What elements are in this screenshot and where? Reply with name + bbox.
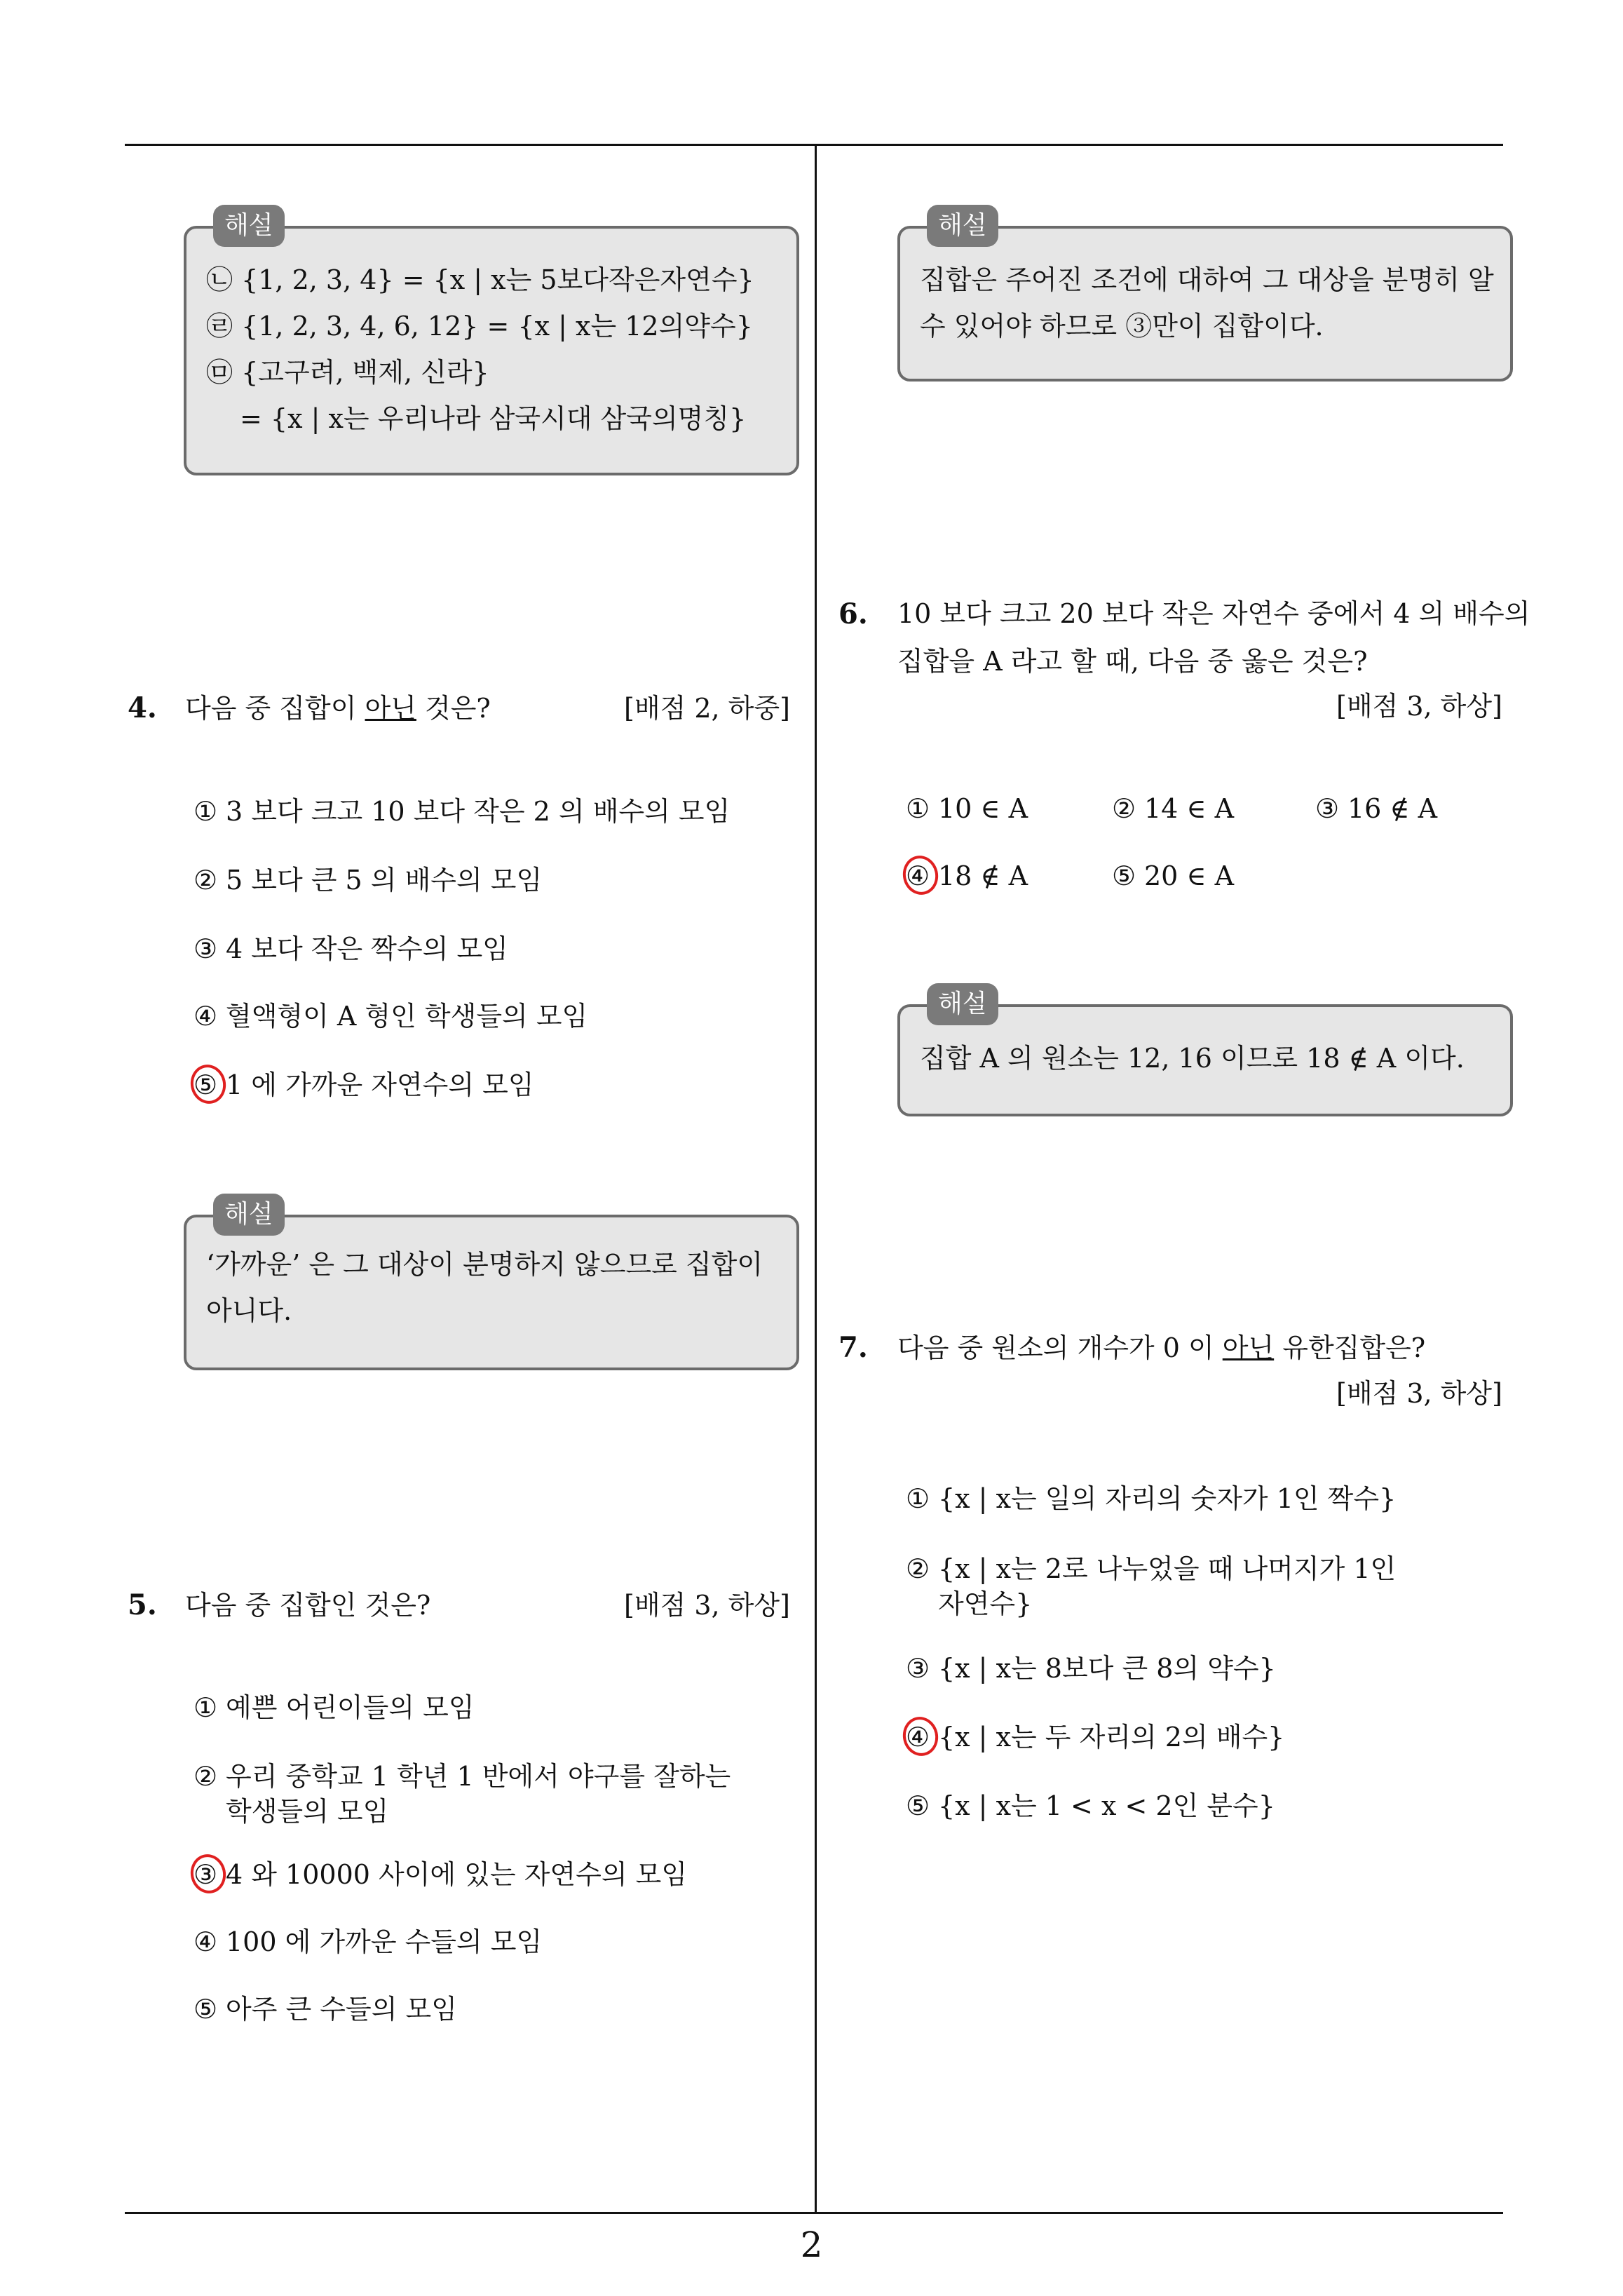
solution-line: 수 있어야 하므로 ③만이 집합이다. [920,311,1324,342]
question-number-4: 4. [128,691,157,724]
option-q4-5[interactable]: ⑤ 1 에 가까운 자연수의 모임 [193,1069,534,1100]
solution-line: ㉤ {고구려, 백제, 신라} [206,357,489,388]
solution-box-q3 [184,211,799,475]
solution-tag: 해설 [213,1194,285,1236]
solution-line: = {x | x는 우리나라 삼국시대 삼국의명칭} [240,403,747,434]
option-q6-3[interactable]: ③ 16 ∉ A [1315,793,1438,824]
question-text-6-line2: 집합을 A 라고 할 때, 다음 중 옳은 것은? [897,646,1368,677]
question-score-6: [배점 3, 하상] [1336,691,1502,722]
solution-box-q3-right [897,211,1513,381]
bottom-rule [125,2212,1503,2214]
option-q5-3[interactable]: ③ 4 와 10000 사이에 있는 자연수의 모임 [193,1859,688,1890]
option-q5-2[interactable]: ② 우리 중학교 1 학년 1 반에서 야구를 잘하는 학생들의 모임 [193,1761,731,1827]
option-q7-3[interactable]: ③ {x | x는 8보다 큰 8의 약수} [906,1653,1276,1684]
solution-line: ‘가까운’ 은 그 대상이 분명하지 않으므로 집합이 [206,1249,763,1280]
solution-tag: 해설 [927,205,998,247]
solution-box-q6 [897,990,1513,1116]
option-q4-1[interactable]: ① 3 보다 크고 10 보다 작은 2 의 배수의 모임 [193,796,731,827]
option-q4-4[interactable]: ④ 혈액형이 A 형인 학생들의 모임 [193,1001,588,1032]
question-score-4: [배점 2, 하중] [624,693,790,724]
page-number: 2 [800,2224,823,2265]
option-q5-4[interactable]: ④ 100 에 가까운 수들의 모임 [193,1926,543,1957]
question-text-6: 10 보다 크고 20 보다 작은 자연수 중에서 4 의 배수의 [897,598,1530,629]
column-divider [815,145,817,2213]
option-q7-2[interactable]: ② {x | x는 2로 나누었을 때 나머지가 1인 자연수} [906,1553,1397,1619]
question-score-7: [배점 3, 하상] [1336,1378,1502,1409]
emphasis-underline: 아닌 [365,693,416,724]
option-q6-4[interactable]: ④ 18 ∉ A [906,860,1028,891]
solution-tag: 해설 [213,205,285,247]
option-q6-5[interactable]: ⑤ 20 ∈ A [1112,860,1235,891]
option-q5-1[interactable]: ① 예쁜 어린이들의 모임 [193,1692,475,1723]
question-score-5: [배점 3, 하상] [624,1590,790,1621]
question-text-7: 다음 중 원소의 개수가 0 이 아닌 유한집합은? [897,1332,1426,1363]
option-q4-3[interactable]: ③ 4 보다 작은 짝수의 모임 [193,933,508,964]
option-q6-1[interactable]: ① 10 ∈ A [906,793,1028,824]
question-number-5: 5. [128,1588,157,1621]
top-rule [125,144,1503,146]
solution-tag: 해설 [927,983,998,1025]
solution-line: 집합은 주어진 조건에 대하여 그 대상을 분명히 알 [920,264,1494,295]
solution-line: 아니다. [206,1295,292,1326]
solution-line: ㉡ {1, 2, 3, 4} = {x | x는 5보다작은자연수} [206,264,754,295]
question-text-4: 다음 중 집합이 아닌 것은? [185,693,491,724]
question-number-7: 7. [838,1331,868,1364]
solution-line: ㉣ {1, 2, 3, 4, 6, 12} = {x | x는 12의약수} [206,311,753,342]
option-q6-2[interactable]: ② 14 ∈ A [1112,793,1235,824]
option-q7-1[interactable]: ① {x | x는 일의 자리의 숫자가 1인 짝수} [906,1483,1397,1514]
solution-box-q4 [184,1200,799,1370]
option-q7-4[interactable]: ④ {x | x는 두 자리의 2의 배수} [906,1722,1285,1753]
question-number-6: 6. [838,597,868,630]
option-q4-2[interactable]: ② 5 보다 큰 5 의 배수의 모임 [193,865,543,896]
solution-line: 집합 A 의 원소는 12, 16 이므로 18 ∉ A 이다. [920,1043,1465,1074]
option-q7-5[interactable]: ⑤ {x | x는 1 < x < 2인 분수} [906,1790,1275,1821]
option-q5-5[interactable]: ⑤ 아주 큰 수들의 모임 [193,1994,457,2025]
emphasis-underline: 아닌 [1222,1332,1275,1363]
question-text-5: 다음 중 집합인 것은? [185,1590,431,1621]
